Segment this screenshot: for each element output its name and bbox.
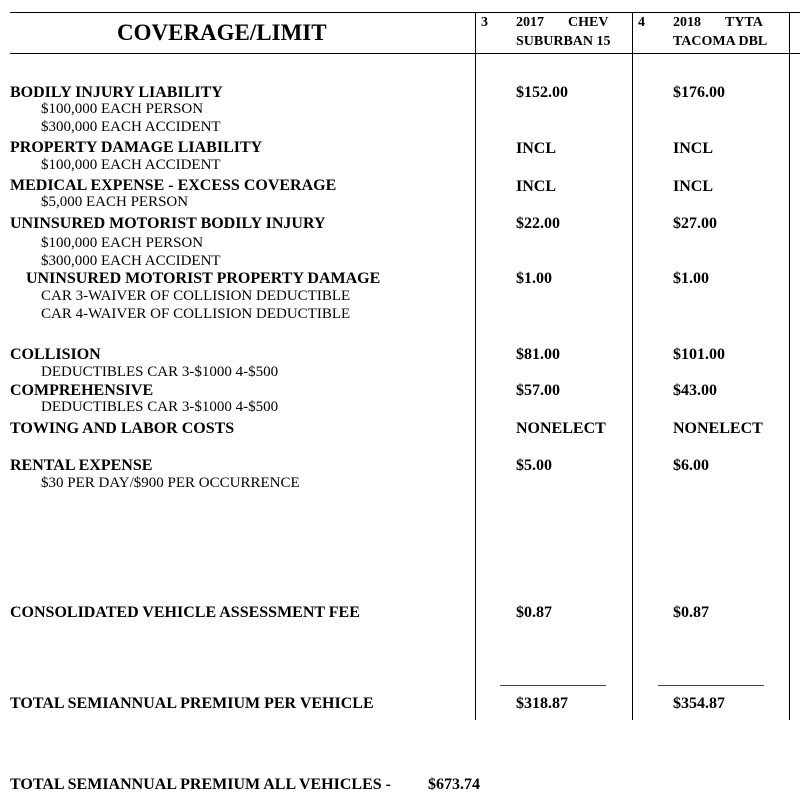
coverage-name-collision: COLLISION [10,346,101,363]
header-bottom-border [10,53,800,54]
subtotal-rule-vehicle-4 [658,685,764,686]
coverage-detail: CAR 3-WAIVER OF COLLISION DEDUCTIBLE [41,288,351,304]
premium-vehicle-3: $0.87 [516,604,552,621]
table-top-border [10,12,800,13]
premium-vehicle-3: INCL [516,140,557,157]
premium-vehicle-4: INCL [673,178,714,195]
vehicle-4-number: 4 [638,15,645,30]
coverage-detail: $5,000 EACH PERSON [41,194,189,210]
total-vehicle-4: $354.87 [673,695,725,712]
coverage-detail: $300,000 EACH ACCIDENT [41,119,221,135]
vehicle-3-year: 2017 [516,15,544,30]
coverage-detail: $100,000 EACH ACCIDENT [41,157,221,173]
coverage-name-towing-labor: TOWING AND LABOR COSTS [10,420,235,437]
coverage-detail: $100,000 EACH PERSON [41,235,204,251]
total-per-vehicle-label: TOTAL SEMIANNUAL PREMIUM PER VEHICLE [10,695,374,712]
vehicle-3-model: SUBURBAN 15 [516,34,611,49]
premium-vehicle-3: $81.00 [516,346,560,363]
premium-vehicle-4: $1.00 [673,270,709,287]
coverage-detail: DEDUCTIBLES CAR 3-$1000 4-$500 [41,364,279,380]
coverage-name-property-damage: PROPERTY DAMAGE LIABILITY [10,139,263,156]
premium-vehicle-3: $57.00 [516,382,560,399]
coverage-name-uninsured-property-damage: UNINSURED MOTORIST PROPERTY DAMAGE [26,270,381,287]
coverage-detail: CAR 4-WAIVER OF COLLISION DEDUCTIBLE [41,306,351,322]
coverage-name-uninsured-bodily-injury: UNINSURED MOTORIST BODILY INJURY [10,215,326,232]
coverage-detail: $30 PER DAY/$900 PER OCCURRENCE [41,475,300,491]
premium-vehicle-3: $22.00 [516,215,560,232]
vehicle-4-model: TACOMA DBL [673,34,768,49]
coverage-name-assessment-fee: CONSOLIDATED VEHICLE ASSESSMENT FEE [10,604,360,621]
premium-vehicle-4: $6.00 [673,457,709,474]
premium-vehicle-3: $1.00 [516,270,552,287]
coverage-name-rental-expense: RENTAL EXPENSE [10,457,153,474]
subtotal-rule-vehicle-3 [500,685,606,686]
premium-vehicle-4: $101.00 [673,346,725,363]
coverage-name-comprehensive: COMPREHENSIVE [10,382,154,399]
premium-vehicle-4: $0.87 [673,604,709,621]
premium-vehicle-4: $27.00 [673,215,717,232]
vehicle-3-make: CHEV [568,15,609,30]
vehicle-4-year: 2018 [673,15,701,30]
coverage-detail: DEDUCTIBLES CAR 3-$1000 4-$500 [41,399,279,415]
premium-vehicle-3: INCL [516,178,557,195]
premium-vehicle-4: $176.00 [673,84,725,101]
total-vehicle-3: $318.87 [516,695,568,712]
page-title: COVERAGE/LIMIT [117,20,327,45]
coverage-name-bodily-injury: BODILY INJURY LIABILITY [10,84,223,101]
column-divider-vehicle-3 [475,12,476,720]
total-all-vehicles-label: TOTAL SEMIANNUAL PREMIUM ALL VEHICLES - [10,776,391,793]
column-divider-vehicle-4 [632,12,633,720]
coverage-name-medical-expense: MEDICAL EXPENSE - EXCESS COVERAGE [10,177,337,194]
table-right-border [789,12,790,720]
premium-vehicle-4: INCL [673,140,714,157]
coverage-detail: $100,000 EACH PERSON [41,101,204,117]
total-all-vehicles-value: $673.74 [428,776,480,793]
premium-vehicle-3: $5.00 [516,457,552,474]
premium-vehicle-3: $152.00 [516,84,568,101]
vehicle-3-number: 3 [481,15,488,30]
premium-vehicle-4: NONELECT [673,420,763,437]
coverage-detail: $300,000 EACH ACCIDENT [41,253,221,269]
vehicle-4-make: TYTA [725,15,763,30]
premium-vehicle-4: $43.00 [673,382,717,399]
premium-vehicle-3: NONELECT [516,420,606,437]
